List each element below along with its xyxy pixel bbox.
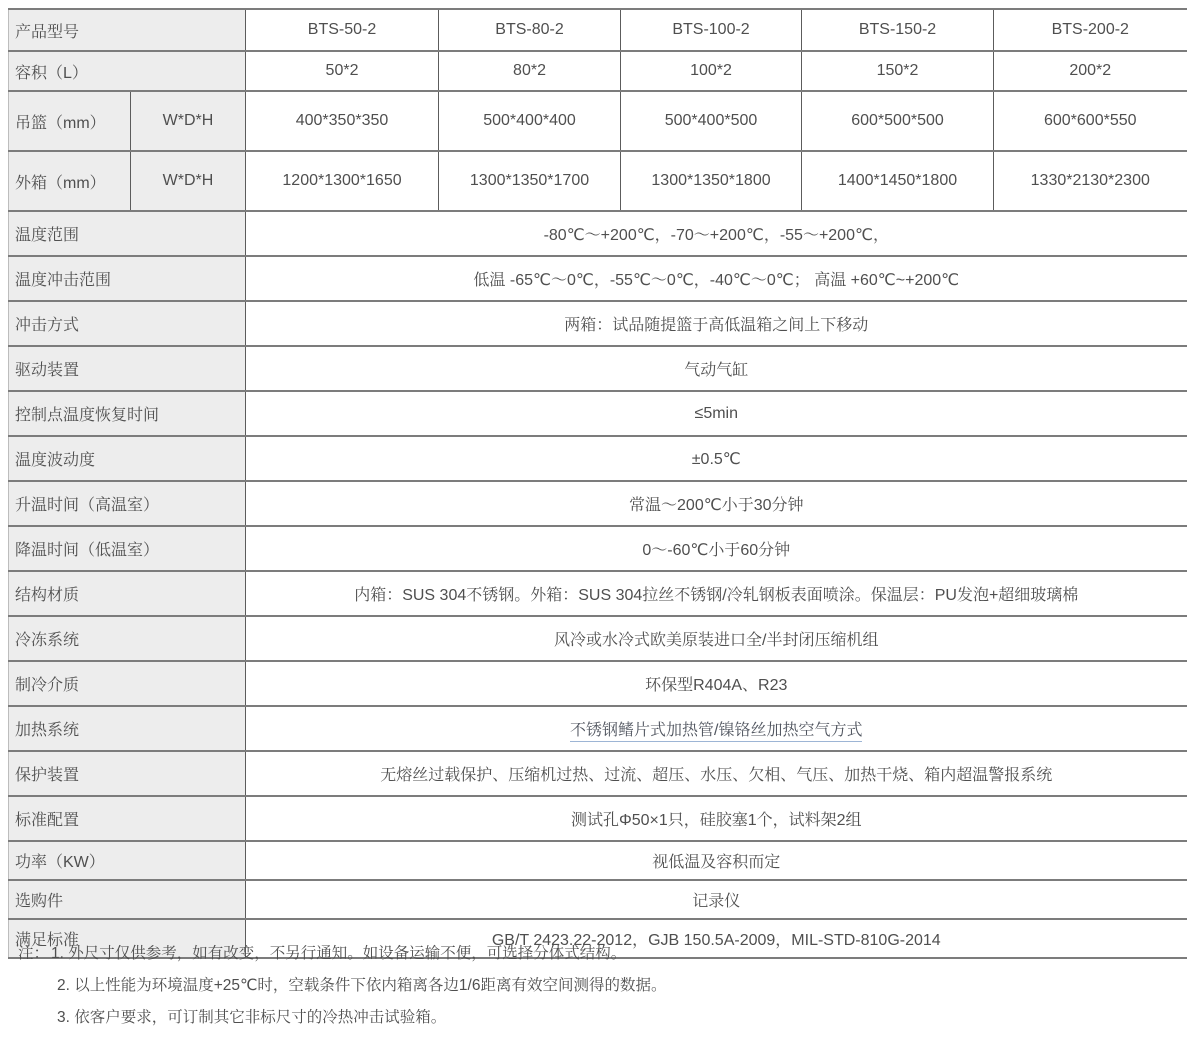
spec-row-temp-range [9,211,1187,256]
table-row-model [9,9,1187,51]
row-value: 测试孔Φ50×1只，硅胶塞1个，试料架2组 [246,796,1187,841]
table-row-cabinet [9,151,1187,211]
basket-cell: 400*350*350 [246,91,439,151]
row-label: 选购件 [9,880,246,919]
note-prefix: 注： [18,945,50,962]
cabinet-cell: 1400*1450*1800 [802,151,994,211]
row-label-volume: 容积（L） [9,51,246,91]
row-value: 无熔丝过载保护、压缩机过热、过流、超压、水压、欠相、气压、加热干烧、箱内超温警报系统 [246,751,1187,796]
row-label: 制冷介质 [9,661,246,706]
volume-cell: 80*2 [439,51,621,91]
note-line-2: 2. 以上性能为环境温度+25℃时，空载条件下依内箱离各边1/6距离有效空间测得的数据。 [57,977,667,994]
spec-row-fluctuation [9,436,1187,481]
row-value: 内箱：SUS 304不锈钢。外箱：SUS 304拉丝不锈钢/冷轧钢板表面喷涂。保温层：PU发泡+超细玻璃棉 [246,571,1187,616]
row-label: 结构材质 [9,571,246,616]
row-label: 降温时间（低温室） [9,526,246,571]
row-label: 温度波动度 [9,436,246,481]
basket-cell: 600*500*500 [802,91,994,151]
row-value-cell [246,706,1187,751]
spec-row-standard-config [9,796,1187,841]
row-label: 功率（KW） [9,841,246,880]
row-label: 加热系统 [9,706,246,751]
volume-cell: 50*2 [246,51,439,91]
cabinet-cell: 1200*1300*1650 [246,151,439,211]
row-label: 温度范围 [9,211,246,256]
spec-row-structure-material [9,571,1187,616]
note-line-3: 3. 依客户要求，可订制其它非标尺寸的冷热冲击试验箱。 [57,1009,447,1026]
row-sublabel-basket-wdh: W*D*H [131,91,246,151]
row-label: 满足标准 [9,919,246,958]
note-line-1 [18,938,666,970]
row-value: 两箱：试品随提篮于高低温箱之间上下移动 [246,301,1187,346]
row-label: 冷冻系统 [9,616,246,661]
row-value: 视低温及容积而定 [246,841,1187,880]
basket-cell: 500*400*400 [439,91,621,151]
row-value: 气动气缸 [246,346,1187,391]
row-value: 记录仪 [246,880,1187,919]
volume-cell: 100*2 [621,51,802,91]
row-label: 驱动装置 [9,346,246,391]
model-cell: BTS-150-2 [802,9,994,51]
spec-row-refrigerant [9,661,1187,706]
model-cell: BTS-50-2 [246,9,439,51]
model-cell: BTS-100-2 [621,9,802,51]
row-value: ±0.5℃ [246,436,1187,481]
row-value: 环保型R404A、R23 [246,661,1187,706]
spec-row-power [9,841,1187,880]
volume-cell: 200*2 [994,51,1187,91]
spec-row-heatup-time [9,481,1187,526]
row-label: 升温时间（高温室） [9,481,246,526]
row-label-cabinet: 外箱（mm） [9,151,131,211]
spec-row-heating-system [9,706,1187,751]
basket-cell: 600*600*550 [994,91,1187,151]
row-value: 常温～200℃小于30分钟 [246,481,1187,526]
volume-cell: 150*2 [802,51,994,91]
spec-row-protection [9,751,1187,796]
row-value: GB/T 2423.22-2012，GJB 150.5A-2009，MIL-STD-810G-2014 [246,919,1187,958]
row-value: ≤5min [246,391,1187,436]
spec-row-optional-parts [9,880,1187,919]
cabinet-cell: 1330*2130*2300 [994,151,1187,211]
spec-row-shock-range [9,256,1187,301]
spec-row-recovery-time [9,391,1187,436]
model-cell: BTS-200-2 [994,9,1187,51]
cabinet-cell: 1300*1350*1700 [439,151,621,211]
table-row-basket [9,91,1187,151]
row-label-basket: 吊篮（mm） [9,91,131,151]
footnotes [18,938,666,1034]
spec-table [8,8,1187,959]
row-label: 标准配置 [9,796,246,841]
heating-system-link[interactable]: 不锈钢鳍片式加热管/镍铬丝加热空气方式 [570,722,862,742]
row-value: -80℃～+200℃，-70～+200℃，-55～+200℃， [246,211,1187,256]
row-sublabel-cabinet-wdh: W*D*H [131,151,246,211]
row-label: 冲击方式 [9,301,246,346]
row-label-model: 产品型号 [9,9,246,51]
spec-row-shock-method [9,301,1187,346]
note-text-1: 1. 外尺寸仅供参考，如有改变，不另行通知。如设备运输不便，可选择分体式结构。 [51,945,627,962]
row-label: 温度冲击范围 [9,256,246,301]
row-label: 保护装置 [9,751,246,796]
spec-row-cooldown-time [9,526,1187,571]
model-cell: BTS-80-2 [439,9,621,51]
row-value: 0～-60℃小于60分钟 [246,526,1187,571]
spec-row-refrigeration-system [9,616,1187,661]
table-row-volume [9,51,1187,91]
basket-cell: 500*400*500 [621,91,802,151]
spec-row-drive-device [9,346,1187,391]
cabinet-cell: 1300*1350*1800 [621,151,802,211]
row-label: 控制点温度恢复时间 [9,391,246,436]
row-value: 低温 -65℃～0℃，-55℃～0℃，-40℃～0℃； 高温 +60℃~+200℃ [246,256,1187,301]
row-value: 风冷或水冷式欧美原装进口全/半封闭压缩机组 [246,616,1187,661]
